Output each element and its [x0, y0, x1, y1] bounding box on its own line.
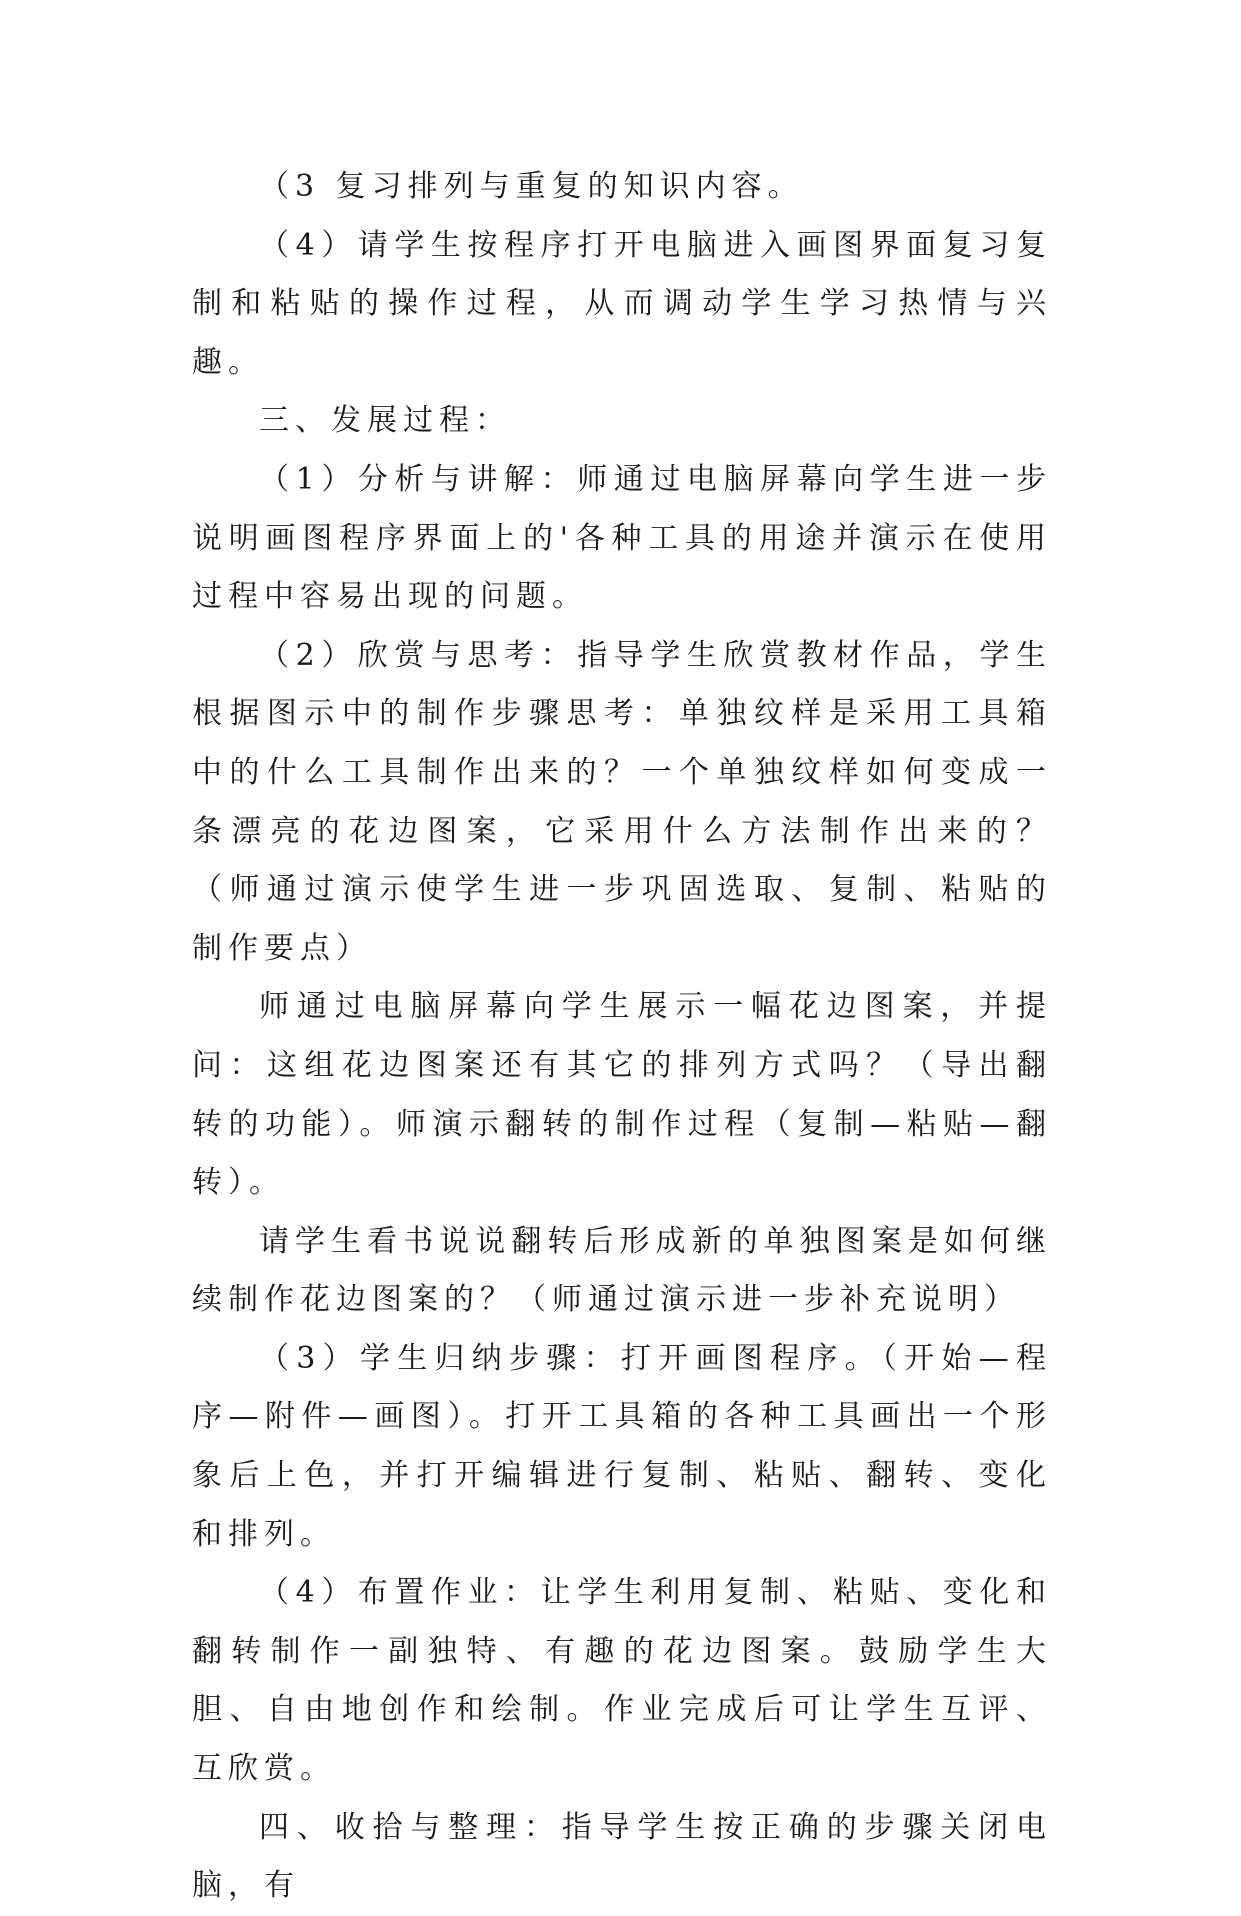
document-body: [192, 158, 1052, 1916]
paragraph-appreciation: （2）欣赏与思考：指导学生欣赏教材作品，学生根据图示中的制作步骤思考：单独纹样是采用工具箱中的什么工具制作出来的？一个单独纹样如何变成一条漂亮的花边图案，它采用什么方法制作出来的？（师通过演示使学生进一步巩固选取、复制、粘贴的制作要点）: [192, 637, 1052, 966]
paragraph-homework: （4）布置作业：让学生利用复制、粘贴、变化和翻转制作一副独特、有趣的花边图案。鼓励学生大胆、自由地创作和绘制。作业完成后可让学生互评、互欣赏。: [192, 1575, 1052, 1787]
paragraph-summarize-steps: （3）学生归纳步骤：打开画图程序。（开始—程序—附件—画图）。打开工具箱的各种工具画出一个形象后上色，并打开编辑进行复制、粘贴、翻转、变化和排列。: [192, 1340, 1052, 1552]
section-heading-development: 三、发展过程：: [259, 403, 511, 439]
section-heading-cleanup: 四、收拾与整理：指导学生按正确的步骤关闭电脑，有: [192, 1809, 1052, 1904]
paragraph-open-computer: （4）请学生按程序打开电脑进入画图界面复习复制和粘贴的操作过程，从而调动学生学习热情与兴趣。: [192, 227, 1052, 380]
paragraph-show-pattern: 师通过电脑屏幕向学生展示一幅花边图案，并提问：这组花边图案还有其它的排列方式吗？（导出翻转的功能）。师演示翻转的制作过程（复制—粘贴—翻转）。: [192, 989, 1052, 1201]
paragraph-read-book: 请学生看书说说翻转后形成新的单独图案是如何继续制作花边图案的？（师通过演示进一步补充说明）: [192, 1223, 1052, 1318]
paragraph-analysis: （1）分析与讲解：师通过电脑屏幕向学生进一步说明画图程序界面上的'各种工具的用途并演示在使用过程中容易出现的问题。: [192, 461, 1052, 615]
paragraph-review-arrangement: （3 复习排列与重复的知识内容。: [259, 169, 804, 204]
